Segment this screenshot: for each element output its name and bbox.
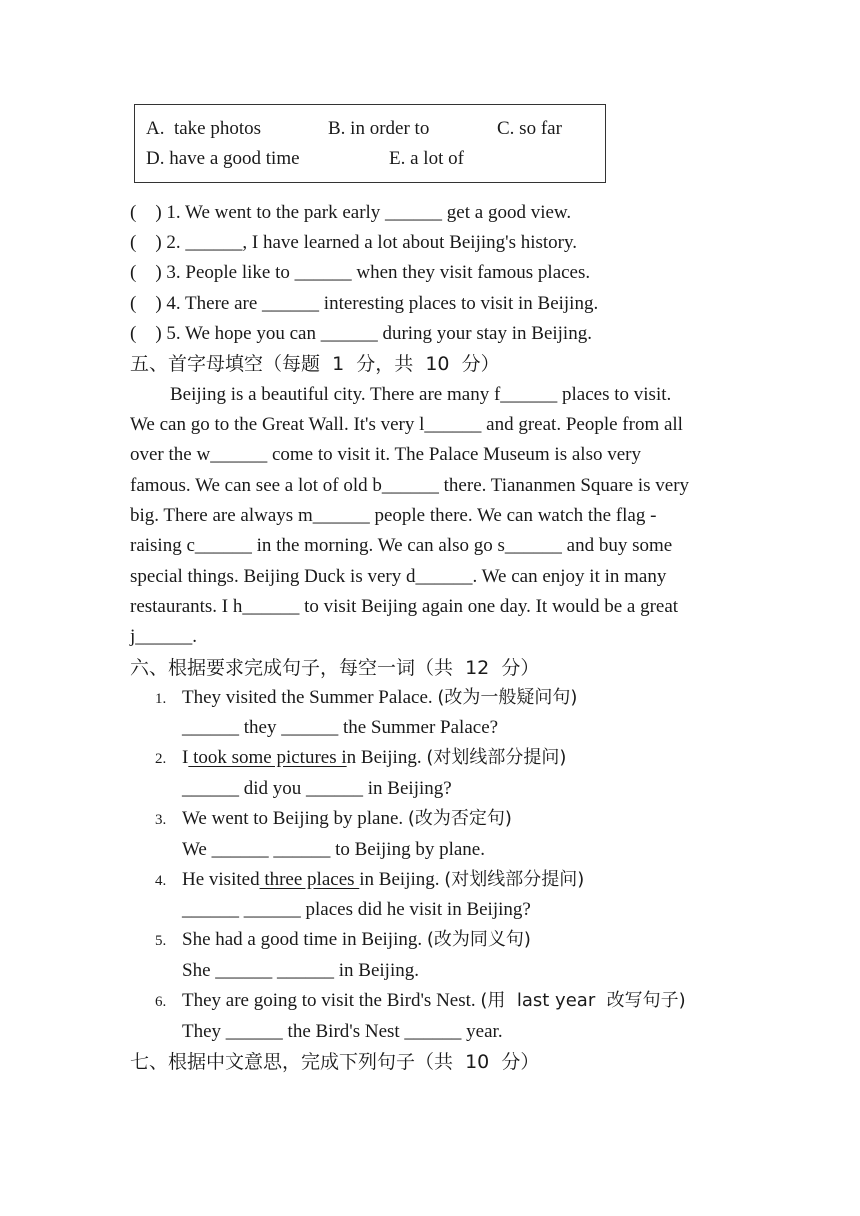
instruction-text: (对划线部分提问) bbox=[444, 869, 585, 890]
passage-line: We can go to the Great Wall. It's very l______ and great. People from all bbox=[130, 414, 683, 435]
answer-line: She ______ ______ in Beijing. bbox=[182, 960, 419, 981]
item-number: 2. bbox=[155, 751, 167, 767]
underlined-phrase: three places bbox=[259, 869, 360, 890]
sentence-prompt: I took some pictures in Beijing. (对划线部分提问) bbox=[182, 747, 567, 768]
instruction-text: (用 last year 改写句子) bbox=[480, 990, 686, 1011]
word-option-e: E. a lot of bbox=[389, 148, 464, 169]
instruction-text: (改为同义句) bbox=[426, 929, 531, 950]
answer-line: ______ did you ______ in Beijing? bbox=[182, 778, 452, 799]
sentence-prompt: We went to Beijing by plane. (改为否定句) bbox=[182, 808, 512, 829]
word-option-d: D. have a good time bbox=[146, 148, 300, 169]
sentence-prompt: They visited the Summer Palace. (改为一般疑问句) bbox=[182, 687, 578, 708]
passage-line: special things. Beijing Duck is very d______. We can enjoy it in many bbox=[130, 566, 667, 587]
instruction-text: (改为否定句) bbox=[407, 808, 512, 829]
section-7-heading: 七、根据中文意思，完成下列句子（共 10 分） bbox=[130, 1051, 540, 1073]
answer-line: They ______ the Bird's Nest ______ year. bbox=[182, 1021, 503, 1042]
passage-line: restaurants. I h______ to visit Beijing again one day. It would be a great bbox=[130, 596, 679, 617]
instruction-text: (对划线部分提问) bbox=[426, 747, 567, 768]
fill-item-5: ( ) 5. We hope you can ______ during your stay in Beijing. bbox=[130, 323, 592, 344]
passage-line: over the w______ come to visit it. The Palace Museum is also very bbox=[130, 444, 641, 465]
sentence-prompt: She had a good time in Beijing. (改为同义句) bbox=[182, 929, 531, 950]
answer-line: We ______ ______ to Beijing by plane. bbox=[182, 839, 485, 860]
answer-line: ______ ______ places did he visit in Beijing? bbox=[182, 899, 531, 920]
passage-line: Beijing is a beautiful city. There are many f______ places to visit. bbox=[170, 384, 672, 405]
word-option-c: C. so far bbox=[497, 118, 562, 139]
section-6-heading: 六、根据要求完成句子，每空一词（共 12 分） bbox=[130, 657, 540, 679]
fill-item-4: ( ) 4. There are ______ interesting places to visit in Beijing. bbox=[130, 293, 599, 314]
fill-item-2: ( ) 2. ______, I have learned a lot about Beijing's history. bbox=[130, 232, 578, 253]
word-option-b: B. in order to bbox=[328, 118, 430, 139]
item-number: 3. bbox=[155, 812, 167, 828]
answer-line: ______ they ______ the Summer Palace? bbox=[182, 717, 499, 738]
sentence-prompt: They are going to visit the Bird's Nest. (用 last year 改写句子) bbox=[182, 990, 686, 1011]
passage-line: famous. We can see a lot of old b______ there. Tiananmen Square is very bbox=[130, 475, 690, 496]
underlined-phrase: took some pictures i bbox=[188, 747, 347, 768]
item-number: 5. bbox=[155, 933, 167, 949]
section-5-heading: 五、首字母填空（每题 1 分，共 10 分） bbox=[130, 353, 500, 375]
instruction-text: (改为一般疑问句) bbox=[437, 687, 578, 708]
word-option-a: A. take photos bbox=[146, 118, 262, 139]
passage-line: raising c______ in the morning. We can also go s______ and buy some bbox=[130, 535, 673, 556]
item-number: 1. bbox=[155, 691, 167, 707]
word-bank-box bbox=[134, 104, 606, 183]
item-number: 4. bbox=[155, 873, 167, 889]
passage-line: big. There are always m______ people there. We can watch the flag - bbox=[130, 505, 657, 526]
fill-item-3: ( ) 3. People like to ______ when they visit famous places. bbox=[130, 262, 591, 283]
item-number: 6. bbox=[155, 994, 167, 1010]
sentence-prompt: He visited three places in Beijing. (对划线部分提问) bbox=[182, 869, 585, 890]
passage-line: j______. bbox=[130, 626, 198, 647]
fill-item-1: ( ) 1. We went to the park early ______ get a good view. bbox=[130, 202, 572, 223]
